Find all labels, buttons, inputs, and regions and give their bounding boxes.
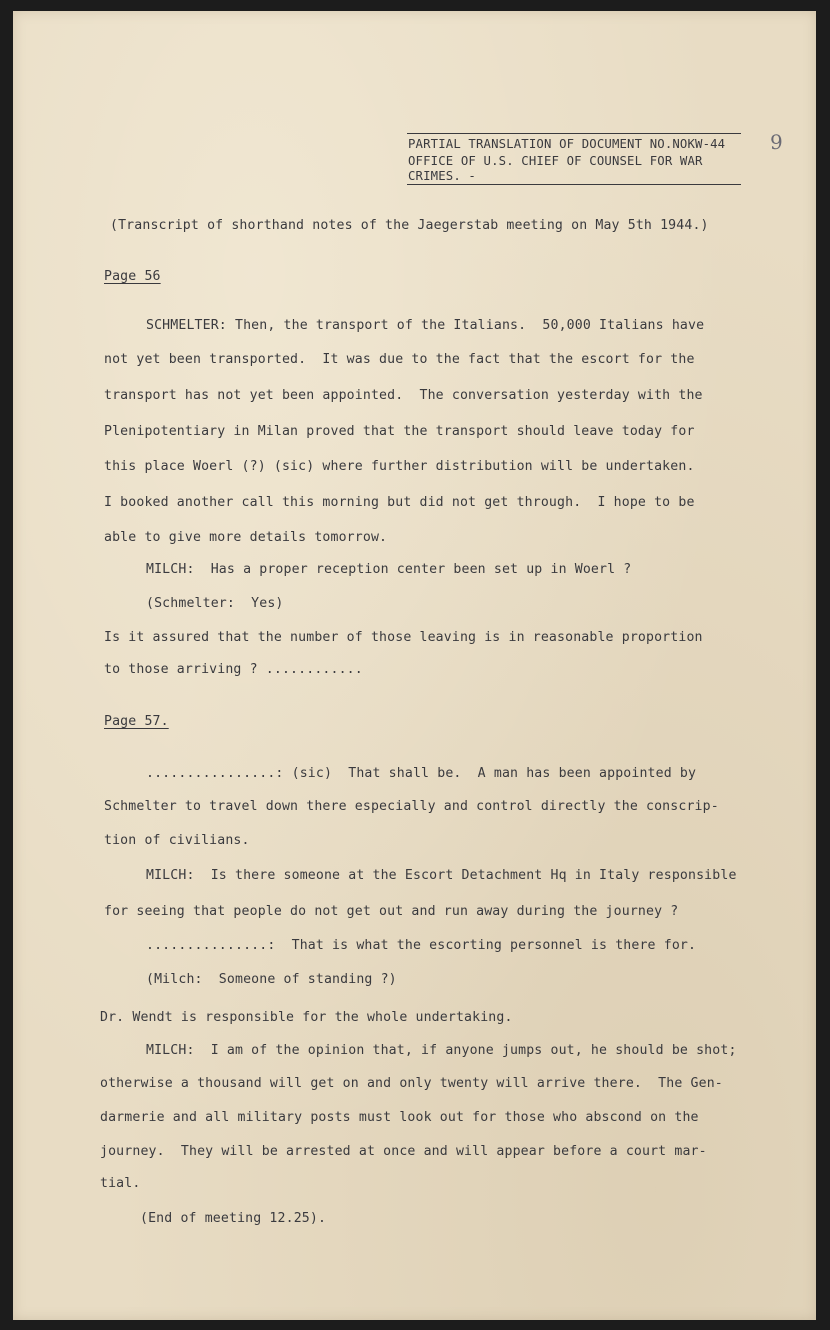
header-top-rule bbox=[407, 133, 741, 134]
section-1-line-11: to those arriving ? ............ bbox=[104, 662, 363, 677]
section-2-line-3: tion of civilians. bbox=[104, 833, 250, 848]
section-1-line-9: (Schmelter: Yes) bbox=[146, 596, 284, 611]
section-2-line-11: darmerie and all military posts must look out for those who abscond on the bbox=[100, 1110, 699, 1125]
section-1-line-2: not yet been transported. It was due to the fact that the escort for the bbox=[104, 352, 695, 367]
header-line-3: CRIMES. - bbox=[408, 169, 476, 183]
header-bottom-rule bbox=[407, 184, 741, 185]
section-1-line-1: SCHMELTER: Then, the transport of the Italians. 50,000 Italians have bbox=[146, 318, 705, 333]
section-2-line-5: for seeing that people do not get out and run away during the journey ? bbox=[104, 904, 679, 919]
section-2-line-12: journey. They will be arrested at once and will appear before a court mar- bbox=[100, 1144, 707, 1159]
section-1-line-6: I booked another call this morning but did not get through. I hope to be bbox=[104, 495, 695, 510]
intro-line: (Transcript of shorthand notes of the Jaegerstab meeting on May 5th 1944.) bbox=[110, 218, 709, 233]
section-2-line-1: ................: (sic) That shall be. A man has been appointed by bbox=[146, 766, 697, 781]
section-1-line-7: able to give more details tomorrow. bbox=[104, 530, 388, 545]
section-1-heading: Page 56 bbox=[104, 269, 161, 284]
section-1-line-8: MILCH: Has a proper reception center been set up in Woerl ? bbox=[146, 562, 632, 577]
section-2-heading: Page 57. bbox=[104, 714, 169, 729]
section-2-line-13: tial. bbox=[100, 1176, 141, 1191]
section-2-line-9: MILCH: I am of the opinion that, if anyone jumps out, he should be shot; bbox=[146, 1043, 737, 1058]
section-2-line-4: MILCH: Is there someone at the Escort Detachment Hq in Italy responsible bbox=[146, 868, 737, 883]
section-2-line-6: ...............: That is what the escorting personnel is there for. bbox=[146, 938, 697, 953]
section-2-line-2: Schmelter to travel down there especially and control directly the conscrip- bbox=[104, 799, 719, 814]
section-1-line-3: transport has not yet been appointed. The conversation yesterday with the bbox=[104, 388, 703, 403]
section-2-line-7: (Milch: Someone of standing ?) bbox=[146, 972, 397, 987]
section-2-line-14: (End of meeting 12.25). bbox=[140, 1211, 327, 1226]
header-line-2: OFFICE OF U.S. CHIEF OF COUNSEL FOR WAR bbox=[408, 154, 703, 168]
page-mark: 9 bbox=[770, 130, 783, 154]
section-1-line-4: Plenipotentiary in Milan proved that the transport should leave today for bbox=[104, 424, 695, 439]
section-2-line-8: Dr. Wendt is responsible for the whole undertaking. bbox=[100, 1010, 513, 1025]
section-2-line-10: otherwise a thousand will get on and only twenty will arrive there. The Gen- bbox=[100, 1076, 723, 1091]
header-line-1: PARTIAL TRANSLATION OF DOCUMENT NO.NOKW-44 bbox=[408, 137, 726, 151]
section-1-line-5: this place Woerl (?) (sic) where further distribution will be undertaken. bbox=[104, 459, 695, 474]
section-1-line-10: Is it assured that the number of those leaving is in reasonable proportion bbox=[104, 630, 703, 645]
